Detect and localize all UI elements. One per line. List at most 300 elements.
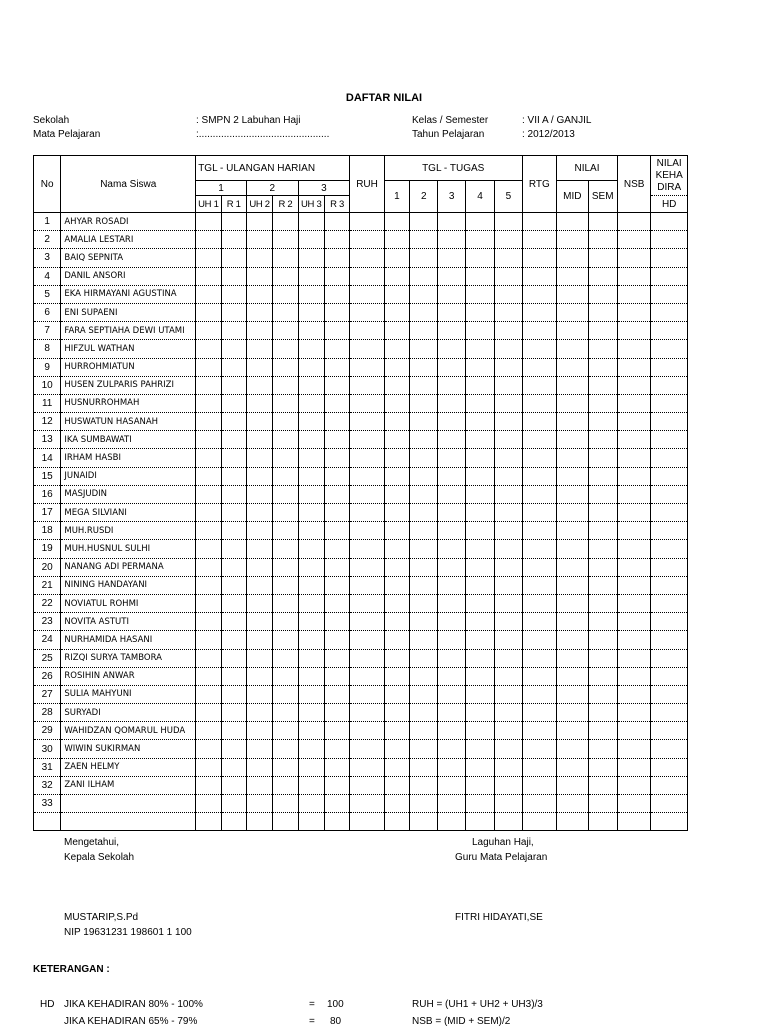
grade-cell [221,249,246,267]
grade-cell [196,376,221,394]
keterangan-heading: KETERANGAN : [33,964,110,975]
grade-cell [495,340,522,358]
grade-cell [273,449,298,467]
grade-cell [522,813,556,831]
grade-cell [588,285,617,303]
grade-cell [196,285,221,303]
grade-cell [465,467,494,485]
grade-cell [350,431,384,449]
grade-cell [273,649,298,667]
grade-cell [324,267,349,285]
grade-cell [246,504,272,522]
grade-cell [651,358,688,376]
grade-cell [495,685,522,703]
grade-cell [522,795,556,813]
row-number: 20 [34,558,61,576]
grade-cell [246,322,272,340]
grade-cell [410,540,438,558]
grade-cell [196,813,221,831]
grade-cell [324,231,349,249]
grade-cell [617,740,650,758]
grade-cell [298,558,324,576]
grade-cell [246,467,272,485]
grade-cell [588,449,617,467]
grade-cell [273,285,298,303]
grade-cell [246,740,272,758]
grade-cell [350,813,384,831]
student-name: FARA SEPTIAHA DEWI UTAMI [61,322,196,340]
grade-cell [196,758,221,776]
header-uh2: UH 2 [246,196,272,213]
grade-cell [617,467,650,485]
row-number: 28 [34,704,61,722]
student-name: NURHAMIDA HASANI [61,631,196,649]
grade-cell [298,776,324,794]
grade-cell [324,667,349,685]
row-number: 25 [34,649,61,667]
grade-cell [588,213,617,231]
grade-cell [246,613,272,631]
grade-cell [438,613,465,631]
grade-cell [410,667,438,685]
grade-cell [410,413,438,431]
row-number: 15 [34,467,61,485]
header-r2: R 2 [273,196,298,213]
table-row [34,758,688,776]
grade-cell [384,322,409,340]
grade-cell [557,322,588,340]
grade-cell [298,213,324,231]
grade-cell [324,467,349,485]
grade-cell [273,795,298,813]
grade-cell [465,813,494,831]
table-row [34,704,688,722]
grade-cell [298,522,324,540]
grade-cell [410,231,438,249]
row-number: 27 [34,685,61,703]
student-name: HIFZUL WATHAN [61,340,196,358]
grade-cell [651,213,688,231]
grade-cell [495,594,522,612]
grade-cell [298,576,324,594]
grade-cell [588,613,617,631]
grade-cell [410,394,438,412]
grade-cell [410,431,438,449]
grade-cell [522,504,556,522]
grade-cell [246,522,272,540]
grade-cell [438,776,465,794]
grade-cell [617,449,650,467]
grade-cell [298,813,324,831]
student-name: MEGA SILVIANI [61,504,196,522]
grade-cell [196,249,221,267]
header-kehadiran-line1: NILAI [656,157,682,169]
table-row [34,522,688,540]
grade-cell [588,594,617,612]
grade-cell [298,249,324,267]
grade-cell [522,303,556,321]
grade-cell [384,631,409,649]
row-number: 30 [34,740,61,758]
table-row [34,631,688,649]
grade-cell [298,413,324,431]
document-title: DAFTAR NILAI [345,92,423,104]
grade-cell [588,303,617,321]
grade-cell [196,685,221,703]
grade-cell [221,267,246,285]
grade-cell [221,667,246,685]
table-row [34,285,688,303]
grade-cell [438,322,465,340]
grade-cell [221,285,246,303]
grade-cell [495,267,522,285]
row-number: 7 [34,322,61,340]
grade-cell [324,722,349,740]
grade-cell [617,213,650,231]
grade-cell [438,558,465,576]
grade-cell [410,704,438,722]
grade-cell [221,322,246,340]
grade-cell [273,576,298,594]
grade-cell [617,813,650,831]
grade-cell [465,413,494,431]
grade-cell [557,285,588,303]
table-row [34,613,688,631]
grade-cell [588,231,617,249]
grade-cell [221,685,246,703]
grade-cell [350,704,384,722]
grade-cell [557,522,588,540]
grade-cell [495,649,522,667]
grade-cell [324,685,349,703]
grade-cell [196,358,221,376]
grade-cell [324,540,349,558]
grade-cell [588,776,617,794]
grade-cell [384,413,409,431]
grade-cell [350,631,384,649]
grade-cell [410,649,438,667]
grade-cell [651,340,688,358]
grade-cell [438,394,465,412]
header-name: Nama Siswa [61,156,196,213]
grade-cell [651,540,688,558]
student-name: HUSEN ZULPARIS PAHRIZI [61,376,196,394]
student-name: ROSIHIN ANWAR [61,667,196,685]
grade-cell [522,394,556,412]
header-sem: SEM [588,181,617,213]
grade-cell [246,449,272,467]
grade-cell [557,704,588,722]
row-number: 11 [34,394,61,412]
grade-cell [465,758,494,776]
grade-cell [617,576,650,594]
grade-cell [495,249,522,267]
grade-cell [196,795,221,813]
grade-cell [273,358,298,376]
grade-cell [324,504,349,522]
grade-cell [298,267,324,285]
grade-cell [324,358,349,376]
grade-cell [495,558,522,576]
header-nilai-kehadiran [651,156,688,196]
grade-cell [651,431,688,449]
grade-cell [350,213,384,231]
table-row [34,394,688,412]
row-number: 33 [34,795,61,813]
table-row [34,413,688,431]
grade-cell [651,613,688,631]
header-tgl-tugas: TGL - TUGAS [384,156,522,181]
grade-cell [384,594,409,612]
grade-cell [298,704,324,722]
grade-cell [273,249,298,267]
grade-cell [350,303,384,321]
grade-cell [465,358,494,376]
grade-cell [384,449,409,467]
grade-cell [246,358,272,376]
grade-cell [588,740,617,758]
grade-cell [588,813,617,831]
grade-cell [438,340,465,358]
grade-cell [617,394,650,412]
grade-cell [617,485,650,503]
grade-cell [465,340,494,358]
student-name: MUH.RUSDI [61,522,196,540]
grade-cell [495,795,522,813]
grade-cell [246,758,272,776]
grade-cell [465,231,494,249]
grade-cell [522,522,556,540]
grade-cell [617,558,650,576]
grade-cell [298,667,324,685]
grade-cell [438,449,465,467]
grade-cell [557,213,588,231]
grade-cell [522,340,556,358]
grade-cell [196,722,221,740]
grade-cell [465,303,494,321]
student-name: HURROHMIATUN [61,358,196,376]
grade-cell [196,213,221,231]
grade-cell [465,504,494,522]
grade-cell [384,504,409,522]
grade-cell [196,413,221,431]
grade-cell [410,303,438,321]
grade-cell [384,540,409,558]
row-number: 12 [34,413,61,431]
grade-cell [246,776,272,794]
grade-cell [617,685,650,703]
grade-cell [350,358,384,376]
grade-cell [651,322,688,340]
header-tugas-2: 2 [410,181,438,213]
row-number: 5 [34,285,61,303]
grade-cell [410,358,438,376]
grade-cell [557,722,588,740]
grade-cell [273,340,298,358]
keterangan-line1-text: JIKA KEHADIRAN 80% - 100% [64,999,203,1010]
grade-cell [465,449,494,467]
grade-cell [522,667,556,685]
grade-cell [588,631,617,649]
grade-cell [522,722,556,740]
grade-cell [557,576,588,594]
grade-cell [617,322,650,340]
grade-cell [384,558,409,576]
grade-cell [350,594,384,612]
header-mid: MID [557,181,588,213]
keterangan-line1-eq: = [309,999,315,1010]
student-name: ZAEN HELMY [61,758,196,776]
grade-cell [384,485,409,503]
grade-cell [438,649,465,667]
grade-cell [246,667,272,685]
grade-cell [273,722,298,740]
header-group-3: 3 [298,181,350,196]
grade-cell [651,449,688,467]
grade-cell [324,558,349,576]
grade-cell [438,413,465,431]
grade-cell [324,449,349,467]
row-number: 13 [34,431,61,449]
school-label: Sekolah [33,115,70,126]
grade-cell [617,594,650,612]
keterangan-line1-value: 100 [327,999,344,1010]
grade-cell [324,631,349,649]
student-name: IRHAM HASBI [61,449,196,467]
grade-cell [350,449,384,467]
grade-cell [651,795,688,813]
grade-cell [522,267,556,285]
grade-cell [384,722,409,740]
grade-cell [273,413,298,431]
grade-cell [438,740,465,758]
grade-cell [196,776,221,794]
grade-cell [651,231,688,249]
header-no: No [34,156,61,213]
grade-cell [273,667,298,685]
row-number: 22 [34,594,61,612]
row-number: 24 [34,631,61,649]
grade-cell [617,649,650,667]
grade-cell [410,340,438,358]
grade-cell [384,249,409,267]
grade-cell [465,685,494,703]
grade-cell [273,631,298,649]
grade-cell [246,340,272,358]
grade-cell [495,540,522,558]
grade-cell [465,376,494,394]
header-tugas-3: 3 [438,181,465,213]
grade-cell [588,504,617,522]
row-number: 6 [34,303,61,321]
grade-cell [617,413,650,431]
grade-cell [221,522,246,540]
grade-cell [221,649,246,667]
grade-cell [410,576,438,594]
grade-cell [438,213,465,231]
grade-cell [196,704,221,722]
grade-cell [246,631,272,649]
header-r1: R 1 [221,196,246,213]
grade-cell [410,485,438,503]
grade-cell [384,285,409,303]
keterangan-line1-formula: RUH = (UH1 + UH2 + UH3)/3 [412,999,543,1010]
grade-cell [298,722,324,740]
grade-cell [522,613,556,631]
grade-cell [324,322,349,340]
grade-cell [273,540,298,558]
sign-left-line2: Kepala Sekolah [64,852,135,863]
grade-cell [588,704,617,722]
grade-cell [522,685,556,703]
grade-cell [384,685,409,703]
grade-cell [384,758,409,776]
grade-cell [196,540,221,558]
grade-cell [495,613,522,631]
grade-cell [384,704,409,722]
grade-cell [221,376,246,394]
grade-cell [221,740,246,758]
class-label: Kelas / Semester [412,115,489,126]
table-row [34,594,688,612]
grade-cell [350,467,384,485]
grade-cell [522,449,556,467]
header-kehadiran-line2: KEHA [655,169,683,181]
header-r3: R 3 [324,196,349,213]
grade-cell [221,303,246,321]
grade-cell [246,485,272,503]
grade-cell [298,376,324,394]
grade-cell [384,231,409,249]
grade-cell [651,758,688,776]
grade-cell [557,394,588,412]
student-name [61,813,196,831]
row-number: 16 [34,485,61,503]
grade-cell [588,722,617,740]
table-row [34,740,688,758]
grade-cell [273,813,298,831]
grade-cell [384,267,409,285]
grade-cell [196,340,221,358]
grade-cell [273,613,298,631]
grade-cell [384,431,409,449]
grade-cell [384,522,409,540]
grade-cell [588,558,617,576]
student-name: EKA HIRMAYANI AGUSTINA [61,285,196,303]
student-name: AMALIA LESTARI [61,231,196,249]
grade-cell [588,795,617,813]
grade-cell [617,776,650,794]
grade-cell [495,213,522,231]
row-number: 23 [34,613,61,631]
grade-cell [350,413,384,431]
keterangan-line2-eq: = [309,1016,315,1027]
grade-cell [221,776,246,794]
grade-cell [557,340,588,358]
grade-cell [651,813,688,831]
student-name: BAIQ SEPNITA [61,249,196,267]
grade-cell [384,394,409,412]
grade-cell [522,540,556,558]
grade-cell [246,704,272,722]
grade-cell [246,540,272,558]
grade-cell [588,322,617,340]
grade-cell [651,776,688,794]
grade-cell [557,558,588,576]
grade-cell [221,431,246,449]
grade-cell [273,758,298,776]
grade-cell [298,540,324,558]
